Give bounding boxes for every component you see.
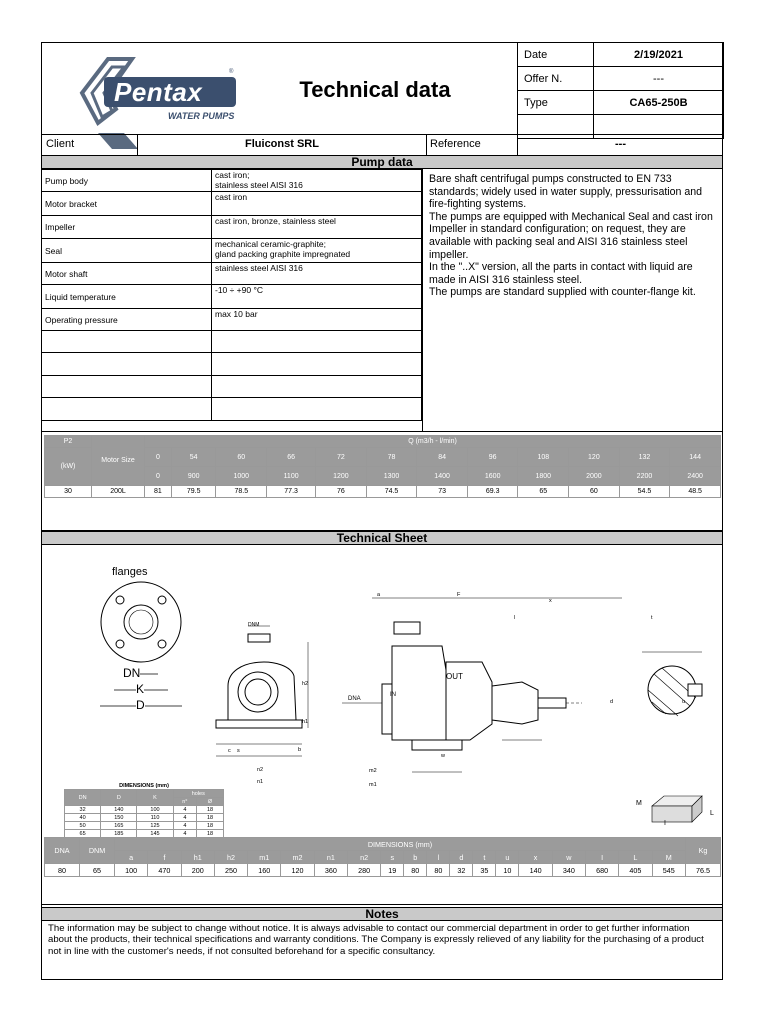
flange-table-cell: 100 (137, 806, 173, 814)
dim-col-header: d (450, 851, 473, 864)
dimension-letter-l: l (514, 615, 516, 621)
head-value-cell: 81 (145, 486, 172, 498)
p2-label: P2 (45, 436, 92, 448)
dim-value-cell: 10 (496, 864, 519, 877)
head-value-cell: 54.5 (619, 486, 670, 498)
pump-data-table (41, 169, 422, 421)
dim-dnm-label: DNM (80, 838, 115, 864)
dim-value-cell: 360 (314, 864, 347, 877)
dimension-letter-w: w (441, 753, 445, 759)
q-m3h-cell: 96 (467, 448, 518, 467)
q-m3h-cell: 84 (417, 448, 468, 467)
shaft-section-view (632, 644, 712, 744)
q-m3h-cell: 0 (145, 448, 172, 467)
head-value-cell: 78.5 (216, 486, 267, 498)
dimensions-table (44, 837, 721, 877)
dimension-letter-u: u (682, 699, 686, 705)
dim-value-cell: 680 (586, 864, 619, 877)
dim-col-header: t (473, 851, 496, 864)
pump-side-view (342, 590, 622, 790)
pump-data-band: Pump data (42, 155, 722, 169)
pump-front-view (208, 616, 328, 776)
flange-table-cell: 4 (173, 814, 196, 822)
dim-col-header: I (586, 851, 619, 864)
pump-data-label (42, 353, 212, 376)
flange-table-cell: 4 (173, 830, 196, 838)
q-lmin-cell: 1200 (316, 467, 367, 486)
logo-subtitle: WATER PUMPS (168, 111, 235, 121)
dim-kg-label: Kg (686, 838, 721, 864)
pump-data-row (42, 309, 422, 331)
pump-data-row (42, 353, 422, 376)
dimension-letter-h2: h2 (302, 681, 309, 687)
pump-data-row (42, 263, 422, 285)
dim-value-cell: 76.5 (686, 864, 721, 877)
pump-data-label: Liquid temperature (42, 285, 212, 309)
pump-data-row (42, 192, 422, 216)
notes-band: Notes (42, 907, 722, 921)
q-lmin-cell: 1800 (518, 467, 569, 486)
flange-table-row (65, 822, 224, 830)
dim-value-cell: 120 (281, 864, 314, 877)
field-label-offer: Offer N. (518, 67, 594, 91)
in-label: IN (390, 692, 396, 698)
dim-value-cell: 470 (148, 864, 181, 877)
flange-table-cell: 50 (65, 822, 101, 830)
flange-col-holes-dia: Ø (197, 798, 224, 806)
dimension-letter-x: x (549, 598, 552, 604)
pump-data-label (42, 331, 212, 353)
dim-value-cell: 340 (552, 864, 585, 877)
flange-table-cell: 65 (65, 830, 101, 838)
pump-data-row (42, 376, 422, 398)
flange-table-cell: 110 (137, 814, 173, 822)
head-value-cell: 69.3 (467, 486, 518, 498)
flange-table-cell: 165 (101, 822, 137, 830)
pump-data-row (42, 398, 422, 421)
dim-value-cell: 280 (347, 864, 380, 877)
dnm-label: DNM (248, 622, 260, 628)
dim-col-header: b (404, 851, 427, 864)
head-value-cell: 73 (417, 486, 468, 498)
dimension-letter-m1: m1 (369, 782, 377, 788)
pump-data-label: Operating pressure (42, 309, 212, 331)
motor-size-value: 200L (92, 486, 145, 498)
pump-data-value: mechanical ceramic-graphite; gland packing graphite impregnated (212, 239, 422, 263)
pump-data-row (42, 216, 422, 239)
out-label: OUT (446, 672, 463, 681)
dim-col-header: m2 (281, 851, 314, 864)
dim-value-cell: 80 (427, 864, 450, 877)
field-value-date: 2/19/2021 (594, 43, 724, 67)
head-value-cell: 79.5 (171, 486, 216, 498)
flange-d-label: D (136, 698, 145, 712)
dim-col-header: a (115, 851, 148, 864)
flange-col-holes: holes (173, 790, 223, 798)
dim-value-cell: 405 (619, 864, 652, 877)
pump-data-row (42, 170, 422, 192)
dim-value-cell: 32 (450, 864, 473, 877)
flange-k-label: K (136, 682, 145, 696)
flange-table-cell: 150 (101, 814, 137, 822)
technical-data-sheet (41, 42, 723, 980)
flange-drawing (86, 578, 196, 718)
field-label-date: Date (518, 43, 594, 67)
flange-table-title: DIMENSIONS (mm) (119, 782, 169, 789)
kw-label: (kW) (45, 448, 92, 486)
pump-data-value: cast iron (212, 192, 422, 216)
dim-title: DIMENSIONS (mm) (115, 838, 686, 851)
pump-data-label: Motor shaft (42, 263, 212, 285)
pump-data-row (42, 239, 422, 263)
flange-table-cell: 185 (101, 830, 137, 838)
flange-table-cell: 18 (197, 830, 224, 838)
q-m3h-cell: 60 (216, 448, 267, 467)
q-m3h-cell: 72 (316, 448, 367, 467)
dim-dna-label: DNA (45, 838, 80, 864)
p2-value: 30 (45, 486, 92, 498)
q-m3h-cell: 108 (518, 448, 569, 467)
q-m3h-cell: 54 (171, 448, 216, 467)
dim-col-header: n2 (347, 851, 380, 864)
dimension-letter-d: d (610, 699, 614, 705)
pump-data-label (42, 398, 212, 421)
header-fields-table (517, 42, 724, 139)
dim-value-cell: 250 (214, 864, 247, 877)
box-label-l: L (710, 810, 714, 817)
logo-registered: ® (229, 69, 234, 75)
dim-col-header: w (552, 851, 585, 864)
head-value-cell: 60 (569, 486, 620, 498)
packaging-box-drawing (646, 792, 716, 832)
flange-table-cell: 18 (197, 806, 224, 814)
dimension-letter-b: b (298, 747, 302, 753)
pump-data-label: Seal (42, 239, 212, 263)
dim-col-header: s (381, 851, 404, 864)
head-value-cell: 48.5 (670, 486, 721, 498)
dim-value-cell: 35 (473, 864, 496, 877)
dimension-letter-s: s (237, 748, 240, 754)
dimension-letter-n2: n2 (257, 767, 264, 773)
dim-col-header: n1 (314, 851, 347, 864)
flange-table-cell: 4 (173, 806, 196, 814)
client-label: Client (46, 138, 75, 150)
q-lmin-cell: 0 (145, 467, 172, 486)
dim-value-cell: 200 (181, 864, 214, 877)
pump-data-label (42, 376, 212, 398)
box-label-i: I (664, 820, 666, 827)
q-m3h-cell: 78 (366, 448, 417, 467)
dim-col-header: m1 (248, 851, 281, 864)
q-m3h-cell: 144 (670, 448, 721, 467)
dna-label: DNA (348, 696, 361, 702)
q-m3h-cell: 120 (569, 448, 620, 467)
dim-col-header: L (619, 851, 652, 864)
pump-data-value (212, 398, 422, 421)
q-lmin-cell: 1000 (216, 467, 267, 486)
flange-col-dn: DN (65, 790, 101, 806)
pump-data-value: cast iron; stainless steel AISI 316 (212, 170, 422, 192)
head-value-cell: 65 (518, 486, 569, 498)
reference-value: --- (615, 138, 626, 150)
pump-data-value (212, 376, 422, 398)
field-value-offer: --- (594, 67, 724, 91)
dim-value-cell: 160 (248, 864, 281, 877)
dimension-letter-a: a (377, 592, 381, 598)
flange-col-k: K (137, 790, 173, 806)
q-lmin-cell: 900 (171, 467, 216, 486)
flange-table-cell: 40 (65, 814, 101, 822)
dim-value-cell: 19 (381, 864, 404, 877)
dim-col-header: x (519, 851, 552, 864)
flange-table-cell: 32 (65, 806, 101, 814)
dimension-letter-m2: m2 (369, 768, 377, 774)
pump-data-value: -10 ÷ +90 °C (212, 285, 422, 309)
page-title: Technical data (299, 77, 451, 102)
dim-col-header: l (427, 851, 450, 864)
q-lmin-cell: 1100 (267, 467, 316, 486)
q-lmin-cell: 1400 (417, 467, 468, 486)
flange-table-cell: 145 (137, 830, 173, 838)
pump-data-value: stainless steel AISI 316 (212, 263, 422, 285)
pump-data-row (42, 285, 422, 309)
pump-data-row (42, 331, 422, 353)
q-lmin-cell: 2000 (569, 467, 620, 486)
flange-table-cell: 140 (101, 806, 137, 814)
q-lmin-cell: 1600 (467, 467, 518, 486)
dim-col-header: h2 (214, 851, 247, 864)
dim-col-header: h1 (181, 851, 214, 864)
dim-value-cell: 100 (115, 864, 148, 877)
pump-data-value (212, 353, 422, 376)
pump-data-label: Impeller (42, 216, 212, 239)
dim-value-cell: 65 (80, 864, 115, 877)
dim-value-cell: 80 (404, 864, 427, 877)
pump-data-label: Motor bracket (42, 192, 212, 216)
flange-table-cell: 4 (173, 822, 196, 830)
reference-label: Reference (430, 138, 481, 150)
technical-drawing (42, 546, 722, 836)
head-value-cell: 77.3 (267, 486, 316, 498)
flange-col-d: D (101, 790, 137, 806)
field-label-type: Type (518, 91, 594, 115)
dim-value-cell: 545 (652, 864, 685, 877)
flange-table-cell: 18 (197, 822, 224, 830)
dim-col-header: u (496, 851, 519, 864)
dimension-letter-f: F (457, 592, 461, 598)
dim-col-header: f (148, 851, 181, 864)
client-value: Fluiconst SRL (245, 138, 319, 150)
flange-col-holes-n: n° (173, 798, 196, 806)
q-m3h-cell: 132 (619, 448, 670, 467)
notes-text: The information may be subject to change without notice. It is always advisable to contact our commercial department in order to get further information about the products, their technical specifications and warranty conditions. The Company is expressly relieved of any liability for the purchasing of a product not in line with the customer's needs, if not consulted beforehand for a specific consultancy. (48, 923, 704, 957)
q-m3h-cell: 66 (267, 448, 316, 467)
dimension-letter-h1: h1 (302, 719, 309, 725)
dim-value-cell: 80 (45, 864, 80, 877)
q-lmin-cell: 2200 (619, 467, 670, 486)
technical-sheet-band: Technical Sheet (42, 531, 722, 545)
flange-dn-label: DN (123, 666, 141, 680)
flange-table-cell: 125 (137, 822, 173, 830)
head-value-cell: 76 (316, 486, 367, 498)
flanges-label: flanges (112, 566, 148, 578)
pump-data-value (212, 331, 422, 353)
dimension-letter-c: c (228, 748, 231, 754)
q-label: Q (m3/h - l/min) (145, 436, 721, 448)
motor-size-label: Motor Size (92, 436, 145, 486)
q-lmin-cell: 1300 (366, 467, 417, 486)
field-value-type: CA65-250B (594, 91, 724, 115)
pump-data-label: Pump body (42, 170, 212, 192)
flange-table-row (65, 814, 224, 822)
dim-col-header: M (652, 851, 685, 864)
head-value-cell: 74.5 (366, 486, 417, 498)
performance-table (44, 435, 721, 498)
pump-data-value: max 10 bar (212, 309, 422, 331)
pump-data-value: cast iron, bronze, stainless steel (212, 216, 422, 239)
dimension-letter-n1: n1 (257, 779, 264, 785)
q-lmin-cell: 2400 (670, 467, 721, 486)
box-label-m: M (636, 800, 642, 807)
flange-table-cell: 18 (197, 814, 224, 822)
dimension-letter-t: t (651, 615, 653, 621)
logo-brand: Pentax (114, 77, 203, 107)
flange-table-row (65, 806, 224, 814)
pump-description: Bare shaft centrifugal pumps constructed to EN 733 standards; widely used in water supply, pressurisation and fire-fighting systems. The pumps are equipped with Mechanical Seal and cast iron Impeller in standard configuration; on request, they are available with packing seal and AISI 316 stainless steel impeller. In the "..X" version, all the parts in contact with liquid are made in AISI 316 stainless steel. The pumps are standard supplied with counter-flange kit. (429, 173, 713, 299)
dim-value-cell: 140 (519, 864, 552, 877)
